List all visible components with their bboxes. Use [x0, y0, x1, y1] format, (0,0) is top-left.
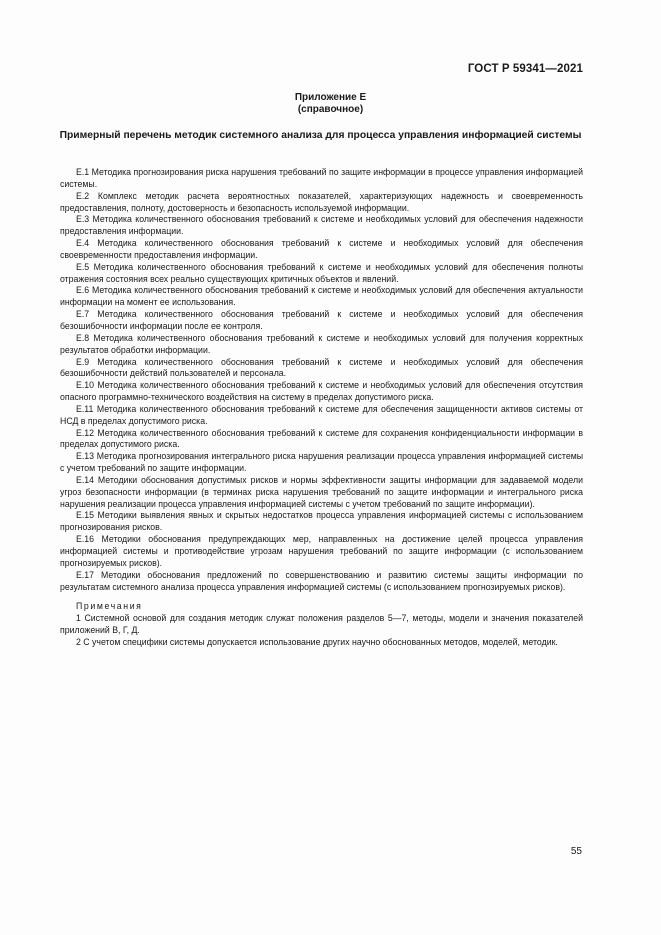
appendix-subtitle: (справочное) [297, 104, 364, 115]
list-item: Е.9 Методика количественного обоснования требований к системе и необходимых условий для обеспечения безошибочности действий пользователей и персонала. [60, 356, 583, 379]
body-text [60, 167, 583, 649]
list-item: Е.8 Методика количественного обоснования требований к системе и необходимых условий для получения корректных результатов обработки информации. [60, 332, 583, 355]
notes-block [60, 601, 583, 648]
appendix-heading [0, 92, 661, 116]
notes-heading: Примечания [76, 601, 143, 612]
appendix-title: Приложение Е [294, 92, 367, 103]
list-item: Е.11 Методика количественного обоснования требований к системе для обеспечения защищенности активов системы от НСД в пределах допустимого риска. [60, 403, 583, 426]
list-item: Е.10 Методика количественного обоснования требований к системе и необходимых условий для обеспечения отсутствия опасного программно-технического воздействия на систему в пределах допустимого риска. [60, 380, 583, 403]
list-item: Е.5 Методика количественного обоснования требований к системе и необходимых условий для обеспечения полноты отражения состояния всех реально существующих критичных объектов и явлений. [60, 261, 583, 284]
section-title: Примерный перечень методик системного анализа для процесса управления информацией системы [59, 130, 582, 141]
list-item: Е.16 Методики обоснования предупреждающих мер, направленных на достижение целей процесса управления информацией системы и противодействие угрозам нарушения требований по защите информации (с использованием прогнозируемых рисков). [60, 534, 583, 568]
document-id-header: ГОСТ Р 59341—2021 [467, 63, 583, 75]
list-item: Е.14 Методики обоснования допустимых рисков и нормы эффективности защиты информации для задаваемой модели угроз безопасности информации (в терминах риска нарушения требований по защите информации и интегрального риска нарушения реализации процесса управления информацией системы с учетом требований по защите информации). [60, 474, 583, 509]
list-item: Е.13 Методика прогнозирования интегрального риска нарушения реализации процесса управления информацией системы с учетом требований по защите информации. [60, 451, 583, 474]
list-item: Е.12 Методика количественного обоснования требований к системе для сохранения конфиденциальности информации в пределах допустимого риска. [60, 427, 583, 450]
list-item: Е.4 Методика количественного обоснования требований к системе и необходимых условий для обеспечения своевременности предоставления информации. [60, 238, 583, 260]
list-item: Е.1 Методика прогнозирования риска нарушения требований по защите информации в процессе управления информацией системы. [60, 167, 583, 189]
list-item: Е.17 Методики обоснования предложений по совершенствованию и развитию системы защиты информации по результатам системного анализа процесса управления информацией системы (с использованием прогнозируемых рисков). [60, 569, 583, 592]
list-item: Е.6 Методика количественного обоснования требований к системе и необходимых условий для обеспечения актуальности информации на момент ее использования. [60, 285, 583, 308]
list-item: Е.15 Методики выявления явных и скрытых недостатков процесса управления информацией системы с использованием прогнозирования рисков. [60, 510, 583, 533]
list-item: Е.7 Методика количественного обоснования требований к системе и необходимых условий для обеспечения безошибочности информации после ее контроля. [60, 309, 583, 331]
note-item: 1 Системной основой для создания методик служат положения разделов 5—7, методы, модели и значения показателей приложений В, Г, Д. [60, 613, 583, 636]
list-item: Е.3 Методика количественного обоснования требований к системе и необходимых условий для обеспечения надежности предоставления информации. [60, 214, 583, 237]
list-item: Е.2 Комплекс методик расчета вероятностных показателей, характеризующих надежность и своевременность предоставления, полноту, достоверность и безопасность используемой информации. [60, 190, 583, 213]
page-number: 55 [570, 846, 582, 857]
note-item: 2 С учетом специфики системы допускается использование других научно обоснованных методов, моделей, методик. [76, 636, 558, 647]
